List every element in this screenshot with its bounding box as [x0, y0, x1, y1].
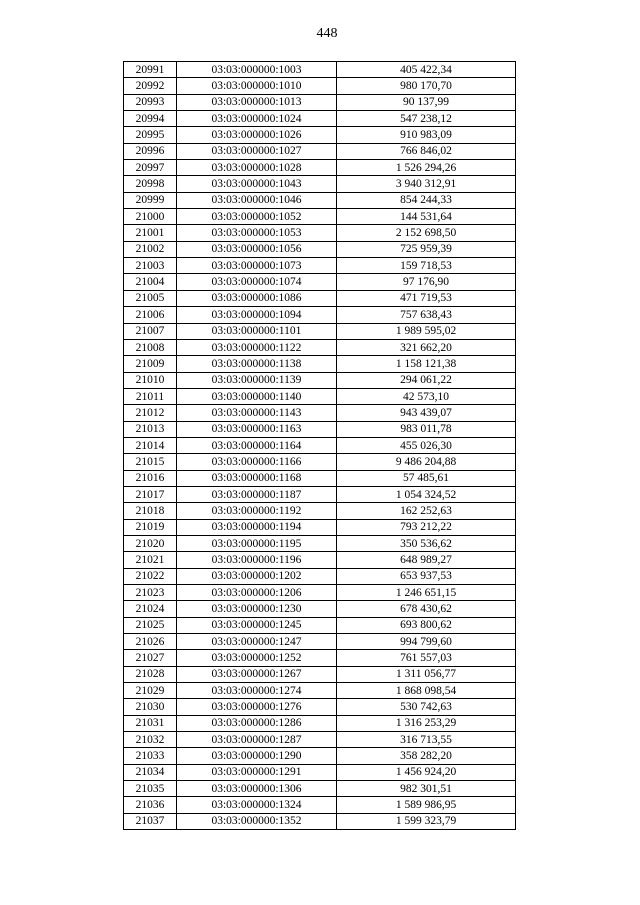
table-row	[124, 274, 516, 290]
cadastral-value-cell: 90 137,99	[337, 94, 516, 110]
cadastral-number-cell: 03:03:000000:1010	[177, 78, 337, 94]
cadastral-value-cell: 1 868 098,54	[337, 683, 516, 699]
cadastral-value-cell: 547 238,12	[337, 111, 516, 127]
table-body	[124, 62, 516, 830]
table-row	[124, 748, 516, 764]
table-row	[124, 715, 516, 731]
cadastral-number-cell: 03:03:000000:1139	[177, 372, 337, 388]
row-number-cell: 21015	[124, 454, 177, 470]
cadastral-value-cell: 725 959,39	[337, 241, 516, 257]
row-number-cell: 21009	[124, 356, 177, 372]
cadastral-value-cell: 350 536,62	[337, 535, 516, 551]
row-number-cell: 21014	[124, 437, 177, 453]
cadastral-value-cell: 678 430,62	[337, 601, 516, 617]
table-row	[124, 764, 516, 780]
cadastral-number-cell: 03:03:000000:1306	[177, 781, 337, 797]
row-number-cell: 21028	[124, 666, 177, 682]
cadastral-value-cell: 761 557,03	[337, 650, 516, 666]
row-number-cell: 21004	[124, 274, 177, 290]
cadastral-value-cell: 162 252,63	[337, 503, 516, 519]
cadastral-value-cell: 648 989,27	[337, 552, 516, 568]
cadastral-value-cell: 1 456 924,20	[337, 764, 516, 780]
cadastral-number-cell: 03:03:000000:1195	[177, 535, 337, 551]
table-row	[124, 535, 516, 551]
table-row	[124, 176, 516, 192]
table-row	[124, 111, 516, 127]
cadastral-value-cell: 405 422,34	[337, 62, 516, 78]
row-number-cell: 21006	[124, 307, 177, 323]
cadastral-number-cell: 03:03:000000:1028	[177, 160, 337, 176]
row-number-cell: 20994	[124, 111, 177, 127]
cadastral-number-cell: 03:03:000000:1024	[177, 111, 337, 127]
cadastral-number-cell: 03:03:000000:1202	[177, 568, 337, 584]
cadastral-value-cell: 1 316 253,29	[337, 715, 516, 731]
row-number-cell: 21001	[124, 225, 177, 241]
table-row	[124, 225, 516, 241]
table-row	[124, 192, 516, 208]
cadastral-value-cell: 471 719,53	[337, 290, 516, 306]
table-row	[124, 797, 516, 813]
row-number-cell: 21010	[124, 372, 177, 388]
cadastral-number-cell: 03:03:000000:1206	[177, 585, 337, 601]
cadastral-number-cell: 03:03:000000:1324	[177, 797, 337, 813]
cadastral-value-cell: 1 989 595,02	[337, 323, 516, 339]
row-number-cell: 21024	[124, 601, 177, 617]
cadastral-value-cell: 1 589 986,95	[337, 797, 516, 813]
table-row	[124, 568, 516, 584]
row-number-cell: 21013	[124, 421, 177, 437]
row-number-cell: 21034	[124, 764, 177, 780]
row-number-cell: 21003	[124, 258, 177, 274]
cadastral-number-cell: 03:03:000000:1094	[177, 307, 337, 323]
cadastral-number-cell: 03:03:000000:1043	[177, 176, 337, 192]
cadastral-number-cell: 03:03:000000:1053	[177, 225, 337, 241]
cadastral-number-cell: 03:03:000000:1196	[177, 552, 337, 568]
cadastral-value-cell: 9 486 204,88	[337, 454, 516, 470]
cadastral-number-cell: 03:03:000000:1276	[177, 699, 337, 715]
table-row	[124, 339, 516, 355]
row-number-cell: 21011	[124, 388, 177, 404]
row-number-cell: 21025	[124, 617, 177, 633]
table-row	[124, 127, 516, 143]
row-number-cell: 21033	[124, 748, 177, 764]
row-number-cell: 21002	[124, 241, 177, 257]
cadastral-value-cell: 757 638,43	[337, 307, 516, 323]
cadastral-number-cell: 03:03:000000:1166	[177, 454, 337, 470]
cadastral-value-cell: 943 439,07	[337, 405, 516, 421]
row-number-cell: 21032	[124, 732, 177, 748]
row-number-cell: 21017	[124, 486, 177, 502]
cadastral-number-cell: 03:03:000000:1267	[177, 666, 337, 682]
table-row	[124, 503, 516, 519]
row-number-cell: 20992	[124, 78, 177, 94]
cadastral-value-cell: 653 937,53	[337, 568, 516, 584]
cadastral-number-cell: 03:03:000000:1027	[177, 143, 337, 159]
cadastral-number-cell: 03:03:000000:1274	[177, 683, 337, 699]
table-row	[124, 372, 516, 388]
cadastral-value-cell: 530 742,63	[337, 699, 516, 715]
table-row	[124, 585, 516, 601]
cadastral-number-cell: 03:03:000000:1168	[177, 470, 337, 486]
table-row	[124, 143, 516, 159]
cadastral-number-cell: 03:03:000000:1138	[177, 356, 337, 372]
cadastral-number-cell: 03:03:000000:1247	[177, 634, 337, 650]
cadastral-value-cell: 980 170,70	[337, 78, 516, 94]
table-row	[124, 634, 516, 650]
cadastral-value-cell: 854 244,33	[337, 192, 516, 208]
row-number-cell: 21016	[124, 470, 177, 486]
table-row	[124, 405, 516, 421]
table-row	[124, 241, 516, 257]
row-number-cell: 20996	[124, 143, 177, 159]
table-row	[124, 781, 516, 797]
row-number-cell: 21019	[124, 519, 177, 535]
row-number-cell: 21000	[124, 209, 177, 225]
cadastral-value-cell: 1 246 651,15	[337, 585, 516, 601]
cadastral-number-cell: 03:03:000000:1287	[177, 732, 337, 748]
table-row	[124, 813, 516, 829]
cadastral-number-cell: 03:03:000000:1352	[177, 813, 337, 829]
cadastral-value-cell: 1 599 323,79	[337, 813, 516, 829]
cadastral-number-cell: 03:03:000000:1074	[177, 274, 337, 290]
row-number-cell: 21026	[124, 634, 177, 650]
row-number-cell: 21023	[124, 585, 177, 601]
row-number-cell: 21035	[124, 781, 177, 797]
table-row	[124, 290, 516, 306]
cadastral-number-cell: 03:03:000000:1252	[177, 650, 337, 666]
table-row	[124, 699, 516, 715]
table-row	[124, 160, 516, 176]
table-row	[124, 421, 516, 437]
row-number-cell: 21018	[124, 503, 177, 519]
cadastral-number-cell: 03:03:000000:1003	[177, 62, 337, 78]
cadastral-value-cell: 982 301,51	[337, 781, 516, 797]
cadastral-value-cell: 294 061,22	[337, 372, 516, 388]
table-row	[124, 552, 516, 568]
cadastral-value-cell: 1 311 056,77	[337, 666, 516, 682]
table-row	[124, 601, 516, 617]
row-number-cell: 20993	[124, 94, 177, 110]
table-row	[124, 650, 516, 666]
cadastral-number-cell: 03:03:000000:1194	[177, 519, 337, 535]
table-row	[124, 666, 516, 682]
cadastral-number-cell: 03:03:000000:1286	[177, 715, 337, 731]
cadastral-number-cell: 03:03:000000:1013	[177, 94, 337, 110]
table-row	[124, 683, 516, 699]
row-number-cell: 21012	[124, 405, 177, 421]
cadastral-number-cell: 03:03:000000:1230	[177, 601, 337, 617]
cadastral-number-cell: 03:03:000000:1026	[177, 127, 337, 143]
row-number-cell: 21029	[124, 683, 177, 699]
cadastral-number-cell: 03:03:000000:1291	[177, 764, 337, 780]
cadastral-value-cell: 97 176,90	[337, 274, 516, 290]
row-number-cell: 20998	[124, 176, 177, 192]
row-number-cell: 20991	[124, 62, 177, 78]
table-row	[124, 732, 516, 748]
cadastral-number-cell: 03:03:000000:1245	[177, 617, 337, 633]
cadastral-value-cell: 994 799,60	[337, 634, 516, 650]
cadastral-number-cell: 03:03:000000:1163	[177, 421, 337, 437]
cadastral-value-cell: 1 054 324,52	[337, 486, 516, 502]
table-row	[124, 437, 516, 453]
row-number-cell: 21020	[124, 535, 177, 551]
cadastral-number-cell: 03:03:000000:1052	[177, 209, 337, 225]
cadastral-number-cell: 03:03:000000:1290	[177, 748, 337, 764]
table-row	[124, 62, 516, 78]
cadastral-number-cell: 03:03:000000:1073	[177, 258, 337, 274]
cadastral-value-cell: 316 713,55	[337, 732, 516, 748]
row-number-cell: 21031	[124, 715, 177, 731]
cadastral-value-cell: 455 026,30	[337, 437, 516, 453]
table-row	[124, 323, 516, 339]
cadastral-value-cell: 1 158 121,38	[337, 356, 516, 372]
row-number-cell: 21027	[124, 650, 177, 666]
cadastral-value-cell: 1 526 294,26	[337, 160, 516, 176]
cadastral-value-cell: 42 573,10	[337, 388, 516, 404]
cadastral-number-cell: 03:03:000000:1122	[177, 339, 337, 355]
page-number: 448	[316, 26, 338, 41]
row-number-cell: 21007	[124, 323, 177, 339]
cadastral-number-cell: 03:03:000000:1101	[177, 323, 337, 339]
cadastral-number-cell: 03:03:000000:1143	[177, 405, 337, 421]
table-row	[124, 486, 516, 502]
cadastral-value-cell: 793 212,22	[337, 519, 516, 535]
table-row	[124, 209, 516, 225]
cadastral-value-cell: 321 662,20	[337, 339, 516, 355]
cadastral-value-cell: 693 800,62	[337, 617, 516, 633]
row-number-cell: 21005	[124, 290, 177, 306]
table-row	[124, 307, 516, 323]
cadastral-value-cell: 144 531,64	[337, 209, 516, 225]
cadastral-value-table	[123, 61, 516, 830]
cadastral-value-cell: 3 940 312,91	[337, 176, 516, 192]
table-row	[124, 356, 516, 372]
table-row	[124, 78, 516, 94]
row-number-cell: 21021	[124, 552, 177, 568]
cadastral-value-cell: 57 485,61	[337, 470, 516, 486]
table-row	[124, 470, 516, 486]
table-row	[124, 94, 516, 110]
cadastral-number-cell: 03:03:000000:1046	[177, 192, 337, 208]
cadastral-value-cell: 358 282,20	[337, 748, 516, 764]
table-row	[124, 258, 516, 274]
cadastral-value-cell: 2 152 698,50	[337, 225, 516, 241]
cadastral-number-cell: 03:03:000000:1140	[177, 388, 337, 404]
cadastral-number-cell: 03:03:000000:1192	[177, 503, 337, 519]
row-number-cell: 21008	[124, 339, 177, 355]
cadastral-number-cell: 03:03:000000:1164	[177, 437, 337, 453]
table-row	[124, 519, 516, 535]
cadastral-value-cell: 766 846,02	[337, 143, 516, 159]
row-number-cell: 21030	[124, 699, 177, 715]
cadastral-number-cell: 03:03:000000:1056	[177, 241, 337, 257]
cadastral-value-cell: 159 718,53	[337, 258, 516, 274]
cadastral-value-cell: 910 983,09	[337, 127, 516, 143]
cadastral-number-cell: 03:03:000000:1086	[177, 290, 337, 306]
row-number-cell: 20997	[124, 160, 177, 176]
row-number-cell: 20999	[124, 192, 177, 208]
row-number-cell: 21036	[124, 797, 177, 813]
row-number-cell: 20995	[124, 127, 177, 143]
row-number-cell: 21037	[124, 813, 177, 829]
table-row	[124, 617, 516, 633]
row-number-cell: 21022	[124, 568, 177, 584]
table-row	[124, 388, 516, 404]
cadastral-number-cell: 03:03:000000:1187	[177, 486, 337, 502]
table-row	[124, 454, 516, 470]
cadastral-value-cell: 983 011,78	[337, 421, 516, 437]
